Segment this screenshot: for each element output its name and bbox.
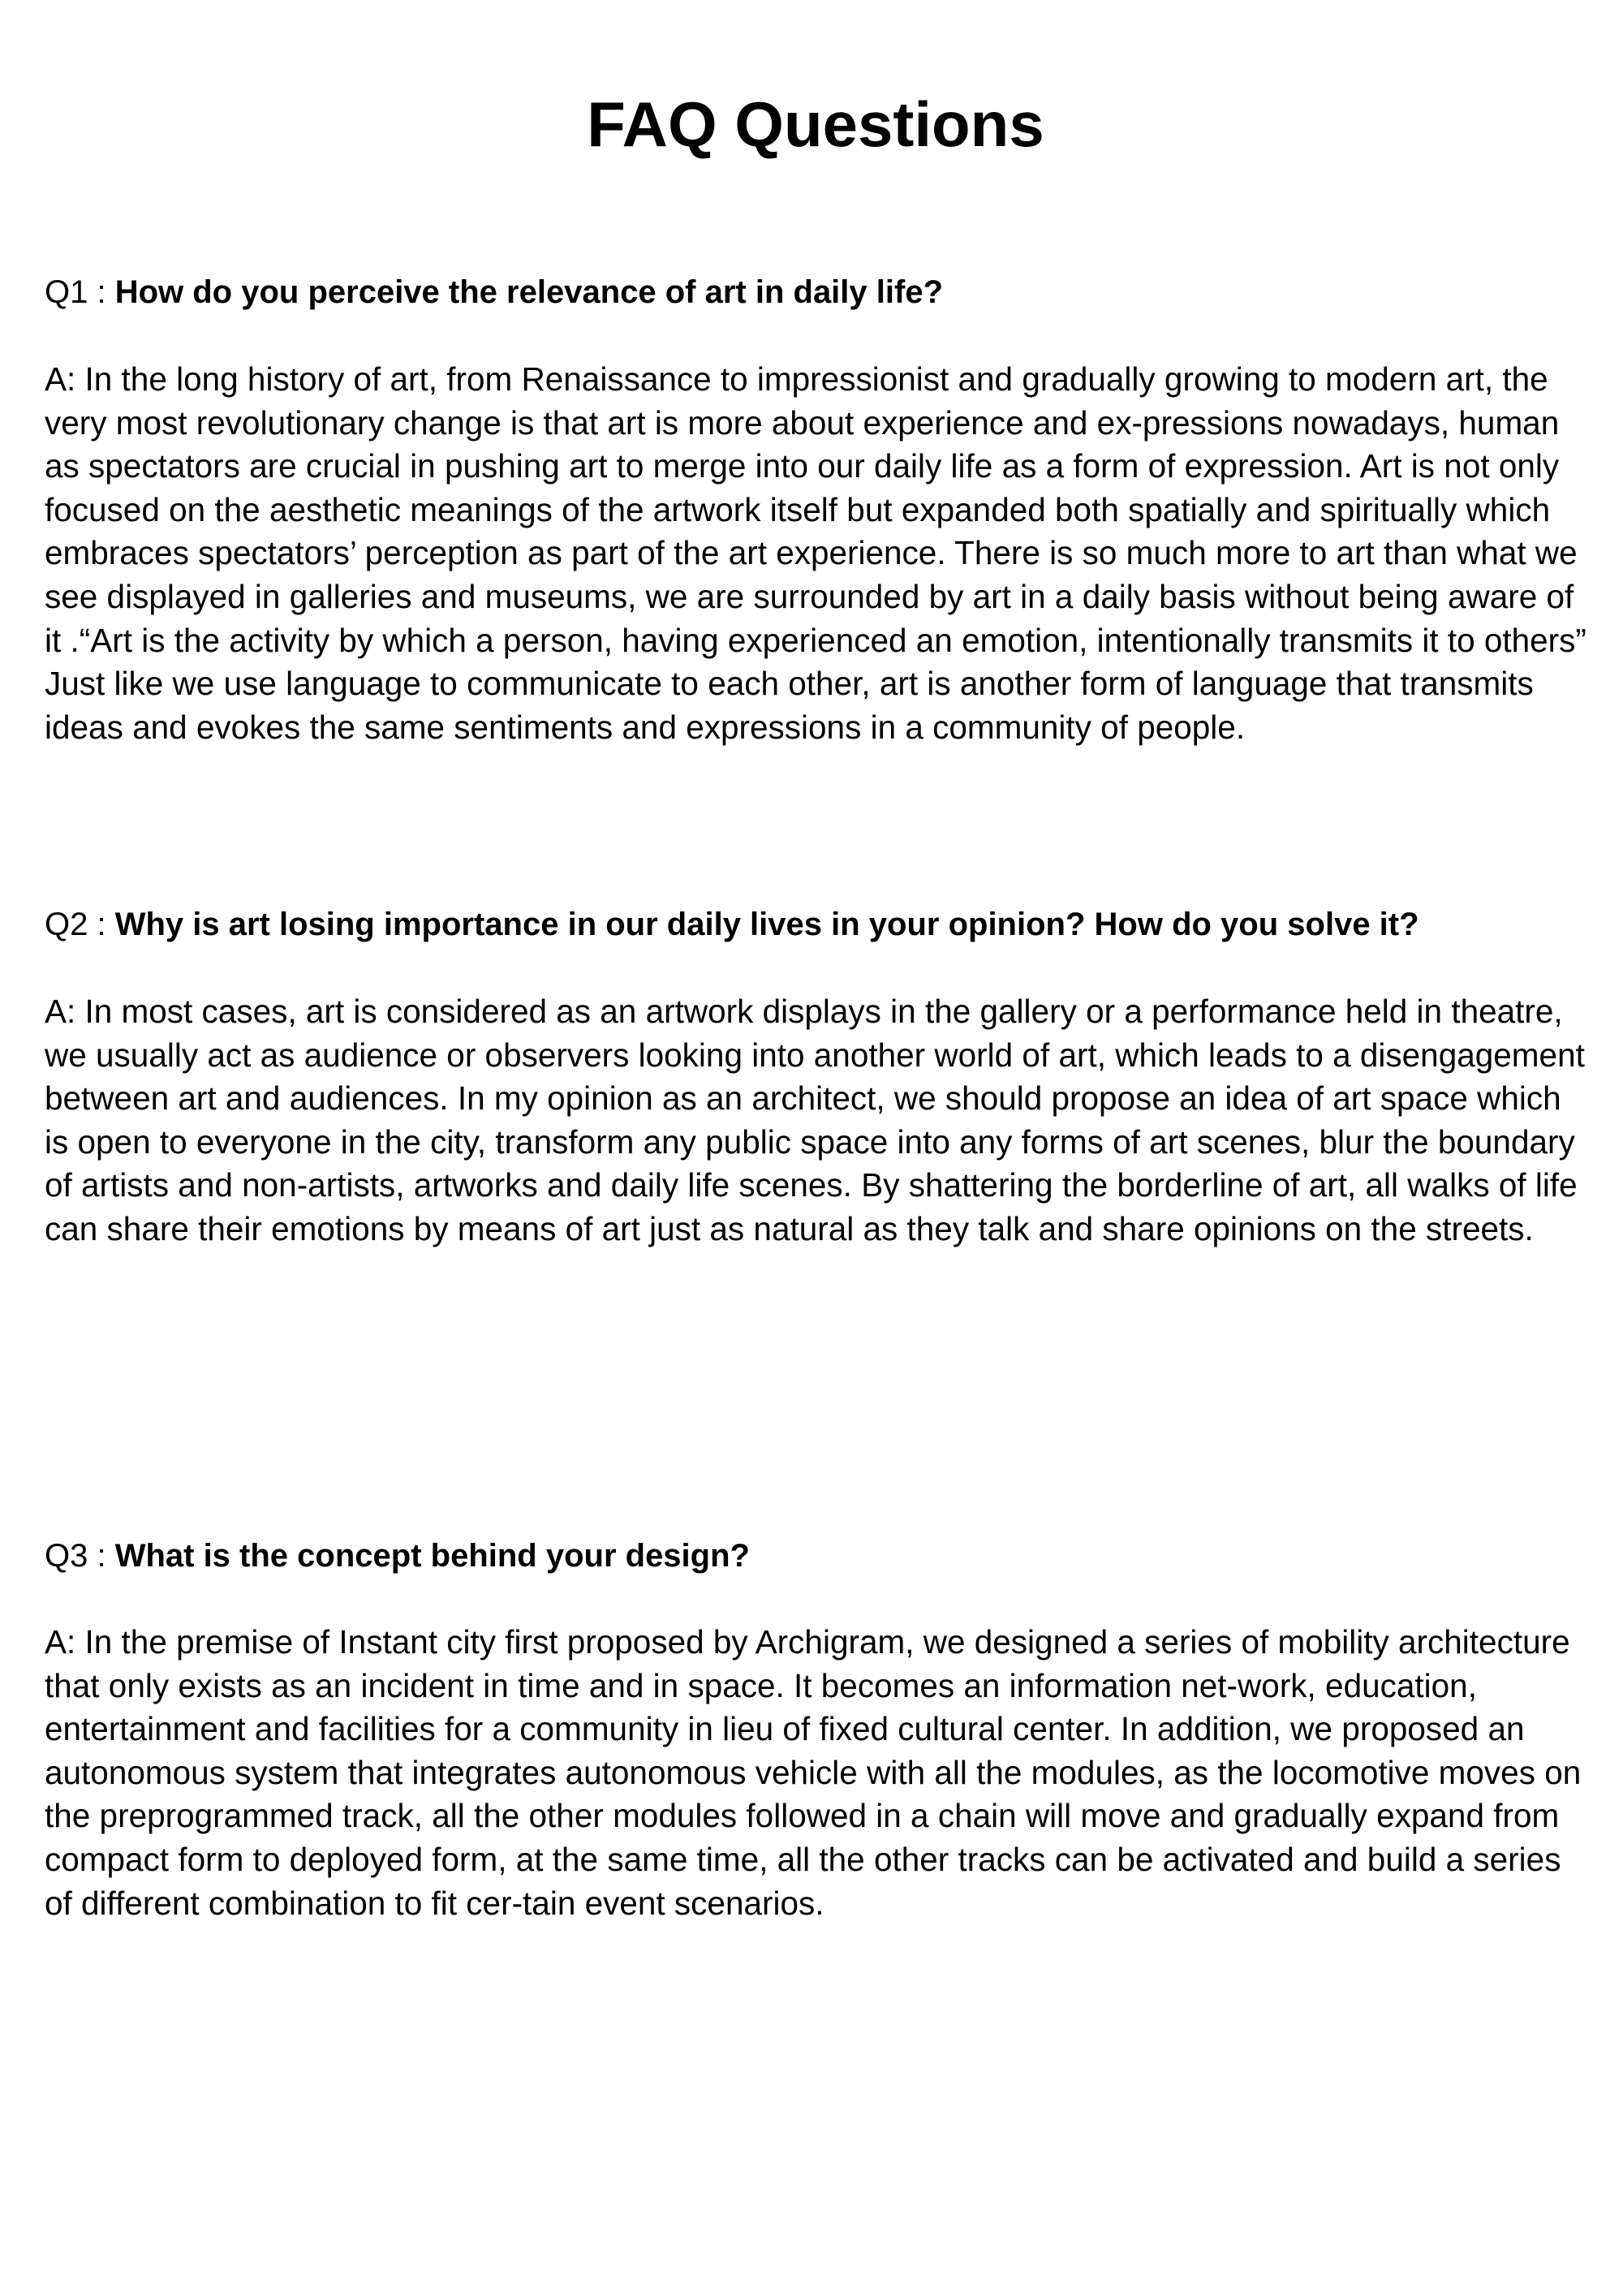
question-text: How do you perceive the relevance of art in daily life? bbox=[114, 274, 943, 310]
faq-question bbox=[45, 270, 1586, 314]
faq-item-3 bbox=[45, 1534, 1586, 1925]
question-text: What is the concept behind your design? bbox=[114, 1538, 750, 1574]
question-number: Q1 : bbox=[45, 274, 115, 310]
question-text: Why is art losing importance in our daily lives in your opinion? How do you solve it? bbox=[114, 907, 1419, 942]
question-number: Q3 : bbox=[45, 1538, 115, 1574]
page-title: FAQ Questions bbox=[587, 88, 1044, 160]
faq-item-1 bbox=[45, 270, 1586, 749]
faq-answer: A: In most cases, art is considered as an artwork displays in the gallery or a performance held in theatre, we usually act as audience or observers looking into another world of art, which leads to a disengagement between art and audiences. In my opinion as an architect, we should propose an idea of art space which is open to everyone in the city, transform any public space into any forms of art scenes, blur the boundary of artists and non-artists, artworks and daily life scenes. By shattering the borderline of art, all walks of life can share their emotions by means of art just as natural as they talk and share opinions on the streets. bbox=[45, 993, 1585, 1247]
faq-answer: A: In the long history of art, from Renaissance to impressionist and gradually growing to modern art, the very most revolutionary change is that art is more about experience and ex-pressions nowadays, human as spectators are crucial in pushing art to merge into our daily life as a form of expression. Art is not only focused on the aesthetic meanings of the artwork itself but expanded both spatially and spiritually which embraces spectators’ perception as part of the art experience. There is so much more to art than what we see displayed in galleries and museums, we are surrounded by art in a daily basis without being aware of it .“Art is the activity by which a person, having experienced an emotion, intentionally transmits it to others” Just like we use language to communicate to each other, art is another form of language that transmits ideas and evokes the same sentiments and expressions in a community of people. bbox=[45, 360, 1586, 746]
faq-answer: A: In the premise of Instant city first proposed by Archigram, we designed a series of mobility architecture that only exists as an incident in time and in space. It becomes an information net-work, education, entertainment and facilities for a community in lieu of fixed cultural center. In addition, we proposed an autonomous system that integrates autonomous vehicle with all the modules, as the locomotive moves on the preprogrammed track, all the other modules followed in a chain will move and gradually expand from compact form to deployed form, at the same time, all the other tracks can be activated and build a series of different combination to fit cer-tain event scenarios. bbox=[45, 1623, 1582, 1922]
faq-question bbox=[45, 1534, 1586, 1578]
faq-item-2 bbox=[45, 902, 1586, 1251]
faq-question bbox=[45, 902, 1586, 946]
question-number: Q2 : bbox=[45, 907, 115, 942]
